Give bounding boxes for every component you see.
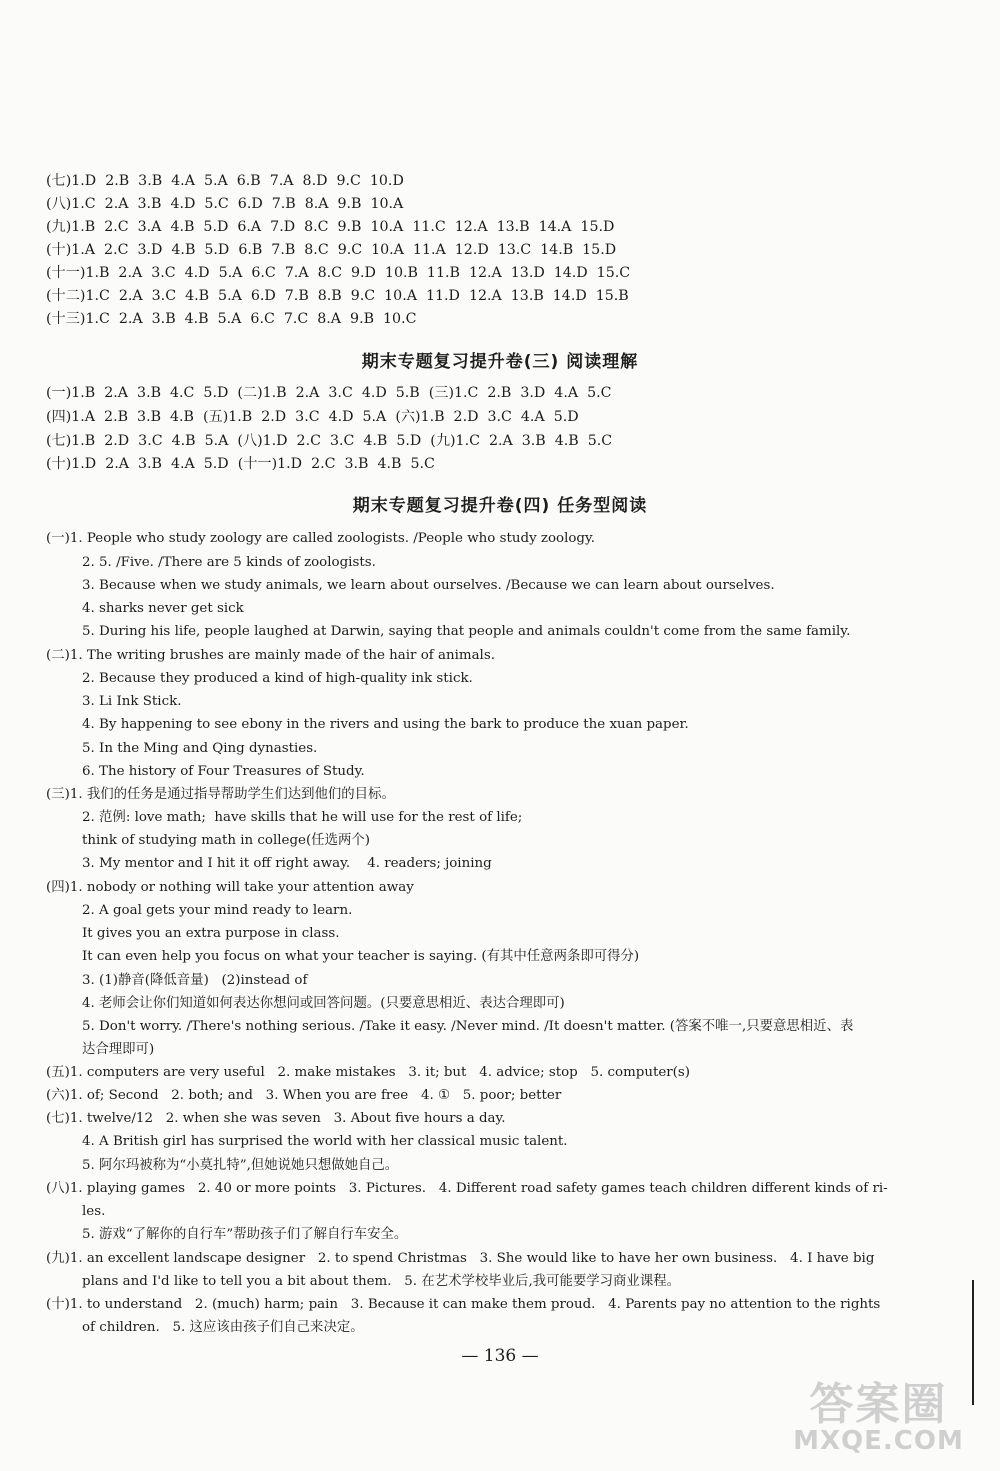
answer-line: plans and I'd like to tell you a bit about them. 5. 在艺术学校毕业后,我可能要学习商业课程。 — [82, 1274, 680, 1289]
answer-line: (七)1. twelve/12 2. when she was seven 3. About five hours a day. — [46, 1111, 506, 1126]
answer-line: (六)1. of; Second 2. both; and 3. When you are free 4. ① 5. poor; better — [46, 1088, 562, 1103]
answer-line: 3. Because when we study animals, we learn about ourselves. /Because we can learn about ourselves. — [82, 578, 775, 593]
answer-line: (八)1. playing games 2. 40 or more points 3. Pictures. 4. Different road safety games teach children different kinds of ri- — [46, 1181, 888, 1196]
answer-line: 2. Because they produced a kind of high-quality ink stick. — [82, 671, 473, 686]
watermark-url-text: MXQE.COM — [793, 1426, 964, 1456]
answer-line: 2. 范例: love math; have skills that he will use for the rest of life; — [82, 810, 523, 825]
answer-line: (九)1.B 2.C 3.A 4.B 5.D 6.A 7.D 8.C 9.B 10.A 11.C 12.A 13.B 14.A 15.D — [46, 219, 615, 235]
answer-line: think of studying math in college(任选两个) — [82, 833, 370, 848]
answer-line: 6. The history of Four Treasures of Study. — [82, 764, 365, 779]
answer-line: 达合理即可) — [82, 1042, 155, 1057]
answer-line: (四)1. nobody or nothing will take your attention away — [46, 880, 414, 895]
answer-line: 2. 5. /Five. /There are 5 kinds of zoologists. — [82, 555, 376, 570]
answer-line: (七)1.D 2.B 3.B 4.A 5.A 6.B 7.A 8.D 9.C 10.D — [46, 173, 404, 189]
answer-line: (十)1. to understand 2. (much) harm; pain 3. Because it can make them proud. 4. Parents pay no attention to the rights — [46, 1297, 881, 1312]
answer-line: (十)1.A 2.C 3.D 4.B 5.D 6.B 7.B 8.C 9.C 10.A 11.A 12.D 13.C 14.B 15.D — [46, 242, 617, 258]
answer-line: of children. 5. 这应该由孩子们自己来决定。 — [82, 1320, 364, 1335]
answer-line: It can even help you focus on what your teacher is saying. (有其中任意两条即可得分) — [82, 949, 640, 964]
answer-line: 4. By happening to see ebony in the rivers and using the bark to produce the xuan paper. — [82, 717, 689, 732]
answer-line: (一)1. People who study zoology are called zoologists. /People who study zoology. — [46, 531, 596, 546]
answer-line: (一)1.B 2.A 3.B 4.C 5.D (二)1.B 2.A 3.C 4.D 5.B (三)1.C 2.B 3.D 4.A 5.C — [46, 385, 612, 401]
answer-line: (十)1.D 2.A 3.B 4.A 5.D (十一)1.D 2.C 3.B 4.B 5.C — [46, 456, 435, 472]
answer-line: les. — [82, 1204, 106, 1219]
answer-line: (二)1. The writing brushes are mainly made of the hair of animals. — [46, 648, 495, 663]
answer-line: 3. (1)静音(降低音量) (2)instead of — [82, 973, 308, 988]
answer-line: 5. 阿尔玛被称为“小莫扎特”,但她说她只想做她自己。 — [82, 1158, 399, 1173]
answer-line: 4. sharks never get sick — [82, 601, 244, 616]
answer-line: 3. Li Ink Stick. — [82, 694, 182, 709]
section-heading-3: 期末专题复习提升卷(三) 阅读理解 — [361, 352, 639, 372]
answer-line: (十二)1.C 2.A 3.C 4.B 5.A 6.D 7.B 8.B 9.C 10.A 11.D 12.A 13.B 14.D 15.B — [46, 288, 629, 304]
answer-line: 4. 老师会让你们知道如何表达你想问或回答问题。(只要意思相近、表达合理即可) — [82, 996, 565, 1011]
answer-line: (五)1. computers are very useful 2. make mistakes 3. it; but 4. advice; stop 5. computer(s) — [46, 1065, 691, 1080]
page-number: — 136 — — [461, 1346, 539, 1366]
answer-line: (九)1. an excellent landscape designer 2. to spend Christmas 3. She would like to have her own business. 4. I have big — [46, 1251, 875, 1266]
answer-line: (四)1.A 2.B 3.B 4.B (五)1.B 2.D 3.C 4.D 5.A (六)1.B 2.D 3.C 4.A 5.D — [46, 409, 579, 425]
answer-line: 5. During his life, people laughed at Darwin, saying that people and animals couldn't come from the same family. — [82, 624, 851, 639]
answer-line: 5. In the Ming and Qing dynasties. — [82, 741, 318, 756]
section-heading-4: 期末专题复习提升卷(四) 任务型阅读 — [352, 496, 648, 516]
answer-line: 3. My mentor and I hit it off right away. 4. readers; joining — [82, 856, 492, 871]
watermark-logo — [771, 1368, 986, 1463]
answer-line: 2. A goal gets your mind ready to learn. — [82, 903, 353, 918]
answer-line: (八)1.C 2.A 3.B 4.D 5.C 6.D 7.B 8.A 9.B 10.A — [46, 196, 404, 212]
answer-line: 5. 游戏“了解你的自行车”帮助孩子们了解自行车安全。 — [82, 1227, 408, 1242]
answer-line: 4. A British girl has surprised the world with her classical music talent. — [82, 1134, 568, 1149]
answer-line: (七)1.B 2.D 3.C 4.B 5.A (八)1.D 2.C 3.C 4.B 5.D (九)1.C 2.A 3.B 4.B 5.C — [46, 433, 613, 449]
answer-line: (十三)1.C 2.A 3.B 4.B 5.A 6.C 7.C 8.A 9.B 10.C — [46, 311, 417, 327]
answer-line: (三)1. 我们的任务是通过指导帮助学生们达到他们的目标。 — [46, 787, 395, 802]
answer-line: (十一)1.B 2.A 3.C 4.D 5.A 6.C 7.A 8.C 9.D 10.B 11.B 12.A 13.D 14.D 15.C — [46, 265, 631, 281]
answer-line: 5. Don't worry. /There's nothing serious. /Take it easy. /Never mind. /It doesn't matter. (答案不唯一,只要意思相近、表 — [82, 1019, 854, 1034]
watermark-cn-text: 答案圈 — [809, 1379, 948, 1430]
answer-line: It gives you an extra purpose in class. — [82, 926, 340, 941]
